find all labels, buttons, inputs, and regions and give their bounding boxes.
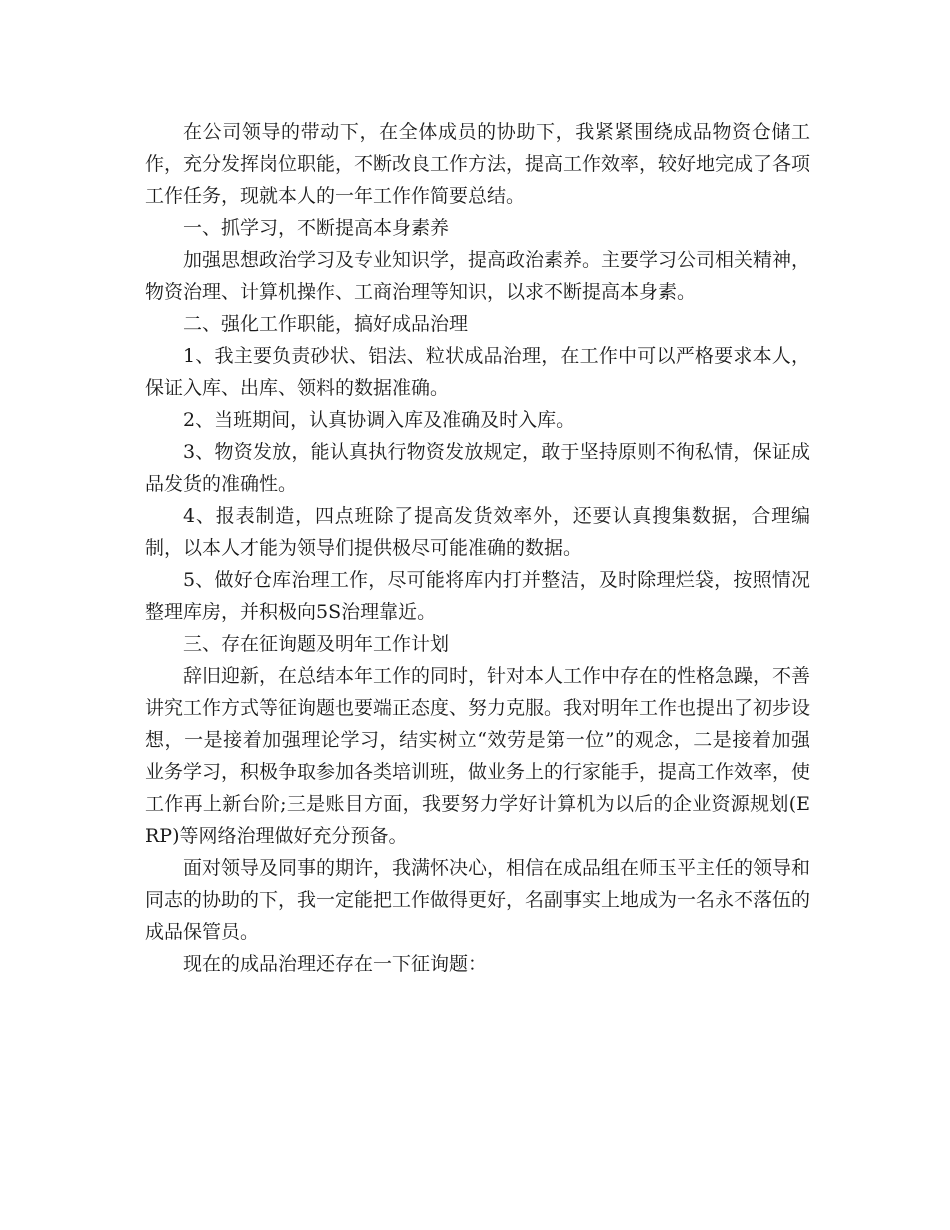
- duty-item-5: 5、做好仓库治理工作，尽可能将库内打并整洁，及时除理烂袋，按照情况整理库房，并积极向5S治理靠近。: [145, 569, 810, 623]
- duty-item-4: 4、报表制造，四点班除了提高发货效率外，还要认真搜集数据，合理编制，以本人才能为领导们提供极尽可能准确的数据。: [145, 505, 810, 559]
- section-heading-plan: 三、存在征询题及明年工作计划: [183, 633, 450, 655]
- resolve-paragraph: 面对领导及同事的期许，我满怀决心，相信在成品组在师玉平主任的领导和同志的协助的下，我一定能把工作做得更好，名副事实上地成为一名永不落伍的成品保管员。: [145, 857, 811, 943]
- document-body: [145, 116, 810, 980]
- section-heading-duties: 二、强化工作职能，搞好成品治理: [183, 313, 469, 335]
- intro-paragraph: 在公司领导的带动下，在全体成员的协助下，我紧紧围绕成品物资仓储工作，充分发挥岗位职能，不断改良工作方法，提高工作效率，较好地完成了各项工作任务，现就本人的一年工作作简要总结。: [145, 121, 811, 207]
- issues-intro-paragraph: 现在的成品治理还存在一下征询题：: [183, 953, 488, 975]
- study-paragraph: 加强思想政治学习及专业知识学，提高政治素养。主要学习公司相关精神，物资治理、计算机操作、工商治理等知识，以求不断提高本身素。: [145, 249, 811, 303]
- duty-item-2: 2、当班期间，认真协调入库及准确及时入库。: [183, 409, 576, 431]
- plan-paragraph: 辞旧迎新，在总结本年工作的同时，针对本人工作中存在的性格急躁，不善讲究工作方式等征询题也要端正态度、努力克服。我对明年工作也提出了初步设想，一是接着加强理论学习，结实树立“效劳是第一位”的观念，二是接着加强业务学习，积极争取参加各类培训班，做业务上的行家能手，提高工作效率，使工作再上新台阶;三是账目方面，我要努力学好计算机为以后的企业资源规划(ERP)等网络治理做好充分预备。: [145, 665, 811, 847]
- section-heading-study: 一、抓学习，不断提高本身素养: [183, 217, 450, 239]
- duty-item-1: 1、我主要负责砂状、铝法、粒状成品治理，在工作中可以严格要求本人，保证入库、出库、领料的数据准确。: [145, 345, 810, 399]
- duty-item-3: 3、物资发放，能认真执行物资发放规定，敢于坚持原则不徇私情，保证成品发货的准确性。: [145, 441, 810, 495]
